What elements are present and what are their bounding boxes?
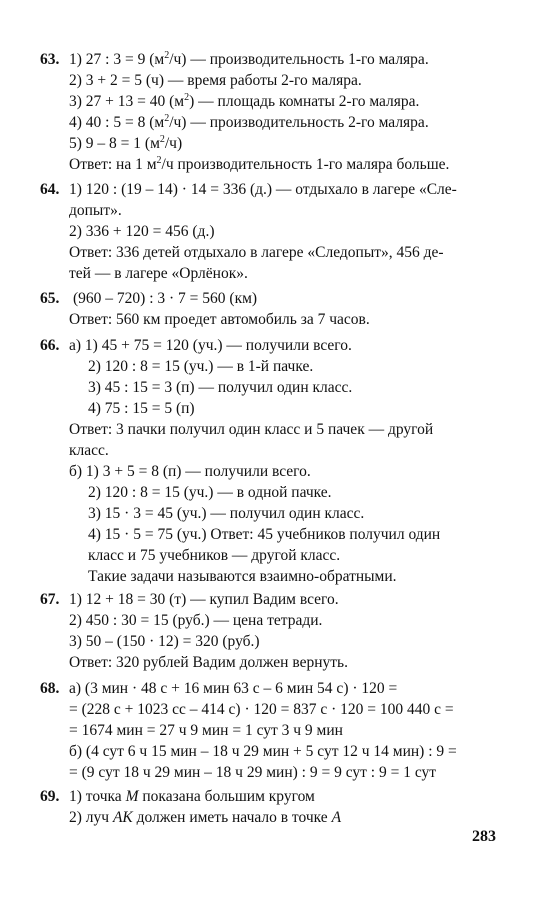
problem-number-65: 65. — [40, 290, 60, 307]
answer-line: Ответ: 3 пачки получил один класс и 5 пачек — другой — [69, 421, 434, 438]
problem-number-66: 66. — [40, 337, 60, 354]
answer-line: 1) 27 : 3 = 9 $(м^2/ч)$ — производительность 1-го маляра. — [69, 50, 429, 68]
answer-line: 1) 12 + 18 = 30 (т) — купил Вадим всего. — [69, 591, 339, 608]
answer-line: 2) 3 + 2 = 5 (ч) — время работы 2-го маляра. — [69, 72, 362, 89]
answer-line: класс. — [69, 442, 109, 459]
answer-line: 4) 40 : 5 = 8 $(м^2/ч)$ — производительность 2-го маляра. — [69, 113, 429, 131]
problem-number-64: 64. — [40, 181, 60, 198]
answer-line: допыт». — [69, 202, 122, 219]
answer-line: а) 1) 45 + 75 = 120 (уч.) — получили всего. — [69, 337, 352, 354]
answer-line: 1) точка М показана большим кругом — [69, 788, 315, 805]
answer-line: 4) 75 : 15 = 5 (п) — [88, 400, 195, 417]
answer-line: Ответ: 560 км проедет автомобиль за 7 часов. — [69, 311, 370, 328]
answer-line: класс и 75 учебников — другой класс. — [88, 547, 341, 564]
problem-number-67: 67. — [40, 591, 60, 608]
answer-line: 2) 336 + 120 = 456 (д.) — [69, 223, 215, 240]
answer-line: 1) 120 : (19 – 14) · 14 = 336 (д.) — отдыхало в лагере «Сле- — [69, 181, 457, 198]
answer-line: 3) 50 – (150 · 12) = 320 (руб.) — [69, 633, 260, 650]
answer-line: (960 – 720) : 3 · 7 = 560 (км) — [73, 290, 258, 307]
answer-line: 3) 45 : 15 = 3 (п) — получил один класс. — [88, 379, 353, 396]
answer-line: Ответ: 320 рублей Вадим должен вернуть. — [69, 654, 348, 671]
answer-line: б) 1) 3 + 5 = 8 (п) — получили всего. — [69, 463, 311, 480]
answer-line: тей — в лагере «Орлёнок». — [69, 265, 248, 282]
answer-line: 2) луч АК должен иметь начало в точке А — [69, 809, 342, 826]
problem-number-68: 68. — [40, 680, 60, 697]
answer-line: 2) 120 : 8 = 15 (уч.) — в одной пачке. — [88, 484, 332, 501]
answer-line: 3) 15 · 3 = 45 (уч.) — получил один класс. — [88, 505, 365, 522]
problem-number-63: 63. — [40, 51, 60, 68]
answer-line: 4) 15 · 5 = 75 (уч.) Ответ: 45 учебников получил один — [88, 526, 441, 543]
answer-line: б) (4 сут 6 ч 15 мин – 18 ч 29 мин + 5 сут 12 ч 14 мин) : 9 = — [69, 743, 457, 760]
answer-line: Ответ: 336 детей отдыхало в лагере «Следопыт», 456 де- — [69, 244, 444, 261]
answer-line: Ответ: на 1 $м^2/ч$ производительность 1-го маляра больше. — [69, 155, 450, 173]
answer-line: Такие задачи называются взаимно-обратными. — [88, 568, 397, 585]
problem-number-69: 69. — [40, 788, 60, 805]
answer-line: а) (3 мин · 48 с + 16 мин 63 с – 6 мин 54 с) · 120 = — [69, 680, 398, 697]
page-number: 283 — [472, 828, 496, 845]
answer-line: = (9 сут 18 ч 29 мин – 18 ч 29 мин) : 9 = 9 сут : 9 = 1 сут — [69, 764, 437, 781]
answer-line: = (228 с + 1023 сс – 414 с) · 120 = 837 с · 120 = 100 440 с = — [69, 701, 454, 718]
answer-line: 2) 120 : 8 = 15 (уч.) — в 1-й пачке. — [88, 358, 314, 375]
answer-line: 5) 9 – 8 = 1 $(м^2/ч)$ — [69, 134, 183, 152]
answer-line: 2) 450 : 30 = 15 (руб.) — цена тетради. — [69, 612, 323, 629]
answer-line: = 1674 мин = 27 ч 9 мин = 1 сут 3 ч 9 мин — [69, 722, 343, 739]
answer-line: 3) 27 + 13 = 40 $(м^2)$ — площадь комнаты 2-го маляра. — [69, 92, 420, 110]
